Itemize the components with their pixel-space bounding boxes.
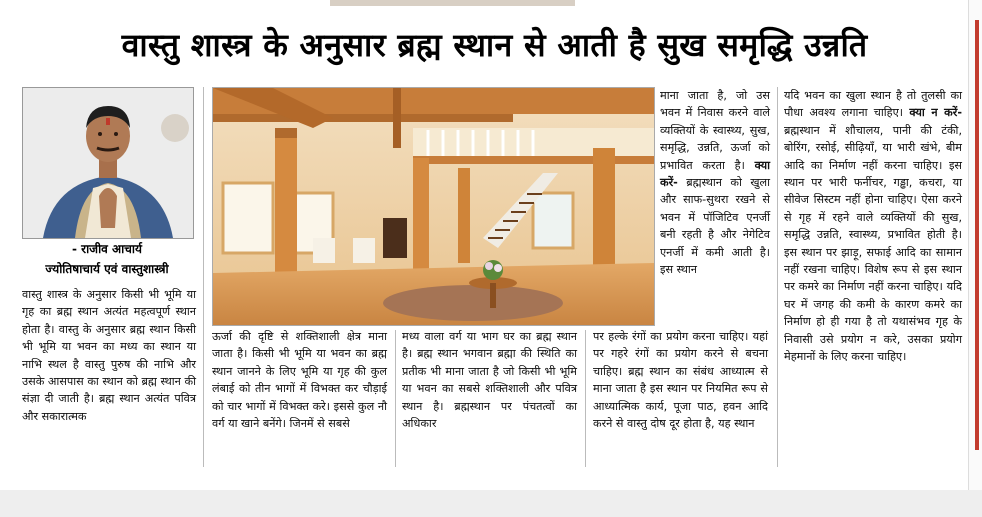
- next-page-edge: [968, 0, 982, 490]
- column-rule: [585, 330, 586, 467]
- column-5-text: [660, 87, 770, 278]
- column-6-intro: यदि भवन का खुला स्थान है तो तुलसी का पौधा अवश्य लगाना चाहिए।: [784, 89, 962, 120]
- top-strip: [330, 0, 575, 6]
- bottom-margin: [0, 490, 982, 517]
- accent-bar: [975, 20, 979, 450]
- author-photo: [22, 87, 194, 239]
- do-heading: क्या करें-: [660, 158, 770, 190]
- article-column-4: [593, 328, 768, 468]
- column-rule: [777, 87, 778, 467]
- column-3-text: मध्य वाला वर्ग या भाग घर का ब्रह्म स्थान है। ब्रह्म स्थान भगवान ब्रह्मा की स्थिति का प्रतीक भी माना जाता है जो किसी भी भूमि या भवन का सबसे शक्तिशाली और पवित्र स्थान है। ब्रह्मस्थान पर पंचतत्वों का अधिकार: [402, 330, 577, 431]
- interior-photo: [212, 87, 655, 326]
- article-column-1: [22, 286, 196, 466]
- article-column-2: [212, 328, 387, 468]
- author-caption: [22, 239, 192, 281]
- article-column-5: [660, 87, 770, 327]
- dont-heading: क्या न करें-: [909, 106, 962, 120]
- author-title: ज्योतिषाचार्य एवं वास्तुशास्त्री: [45, 262, 169, 276]
- author-portrait-image: [23, 88, 193, 238]
- article-column-6: [784, 87, 962, 462]
- column-5-body: ब्रह्मस्थान को खुला और साफ-सुथरा रखने से भवन में पॉजिटिव एनर्जी बनी रहती है और नेगेटिव एनर्जी में कमी आती है। इस स्थान: [660, 176, 770, 277]
- headline: वास्तु शास्त्र के अनुसार ब्रह्म स्थान से आती है सुख समृद्धि उन्नति: [121, 26, 868, 64]
- column-2-text: ऊर्जा की दृष्टि से शक्तिशाली क्षेत्र माना जाता है। किसी भी भूमि या भवन का ब्रह्म स्थान जानने के लिए भूमि या गृह की कुल लंबाई को तीन भागों में विभक्त कर चौड़ाई को चार भागों में विभक्त करे। इससे कुल नौ वर्ग या खाने बनेंगे। जिनमें से सबसे: [212, 330, 387, 431]
- column-5-intro: माना जाता है, जो उस भवन में निवास करने वाले व्यक्तियों के स्वास्थ्य, सुख, समृद्धि, उन्नति, ऊर्जा को प्रभावित करता है।: [660, 89, 770, 172]
- column-6-body: ब्रह्मस्थान में शौचालय, पानी की टंकी, बोरिंग, रसोई, सीढ़ियाँ, या भारी खंभे, बीम आदि का निर्माण नहीं करना चाहिए। इस स्थान पर भारी फर्नीचर, गड्ढा, कचरा, या सीवेज सिस्टम नहीं होना चाहिए। ऐसा करने से गृह में रहने वाले व्यक्तियों की सुख, समृद्धि उन्नति, स्वास्थ्य, प्रभावित होती है। इस स्थान पर झाड़ू, सफाई आदि का सामान नहीं रखना चाहिए। विशेष रूप से इस स्थान पर कमरे का निर्माण नहीं करना चाहिए। यदि घर में जगह की कमी के कारण कमरे का निर्माण हो ही गया है तो यथासंभव गृह के निवासी उसे प्रयोग न करे, उसका प्रयोग मेहमानों के लिए करना चाहिए।: [784, 123, 962, 364]
- column-4-text: पर हल्के रंगों का प्रयोग करना चाहिए। यहां पर गहरे रंगों का प्रयोग करने से बचना चाहिए। ब्रह्म स्थान का संबंध आध्यात्म से माना जाता है इस स्थान पर नियमित रूप से आध्यात्मिक कार्य, पूजा पाठ, हवन आदि करने से वास्तु दोष दूर होता है, यह स्थान: [593, 330, 768, 431]
- column-6-text: [784, 87, 962, 366]
- house-interior-image: [213, 88, 654, 325]
- column-1-text: वास्तु शास्त्र के अनुसार किसी भी भूमि या गृह का ब्रह्म स्थान अत्यंत महत्वपूर्ण स्थान होता है। वास्तु के अनुसार ब्रह्म स्थान किसी भी भूमि या भवन का मध्य का स्थान या नाभि स्थल है वास्तु पुरुष की नाभि और उसके आसपास का स्थान को ब्रह्म स्थान की संज्ञा दी जाती है। ब्रह्म स्थान अत्यंत पवित्र और सकारात्मक: [22, 288, 196, 423]
- article-column-3: [402, 328, 577, 468]
- column-rule: [203, 87, 204, 467]
- column-rule: [395, 330, 396, 467]
- author-name: - राजीव आचार्य: [72, 242, 142, 256]
